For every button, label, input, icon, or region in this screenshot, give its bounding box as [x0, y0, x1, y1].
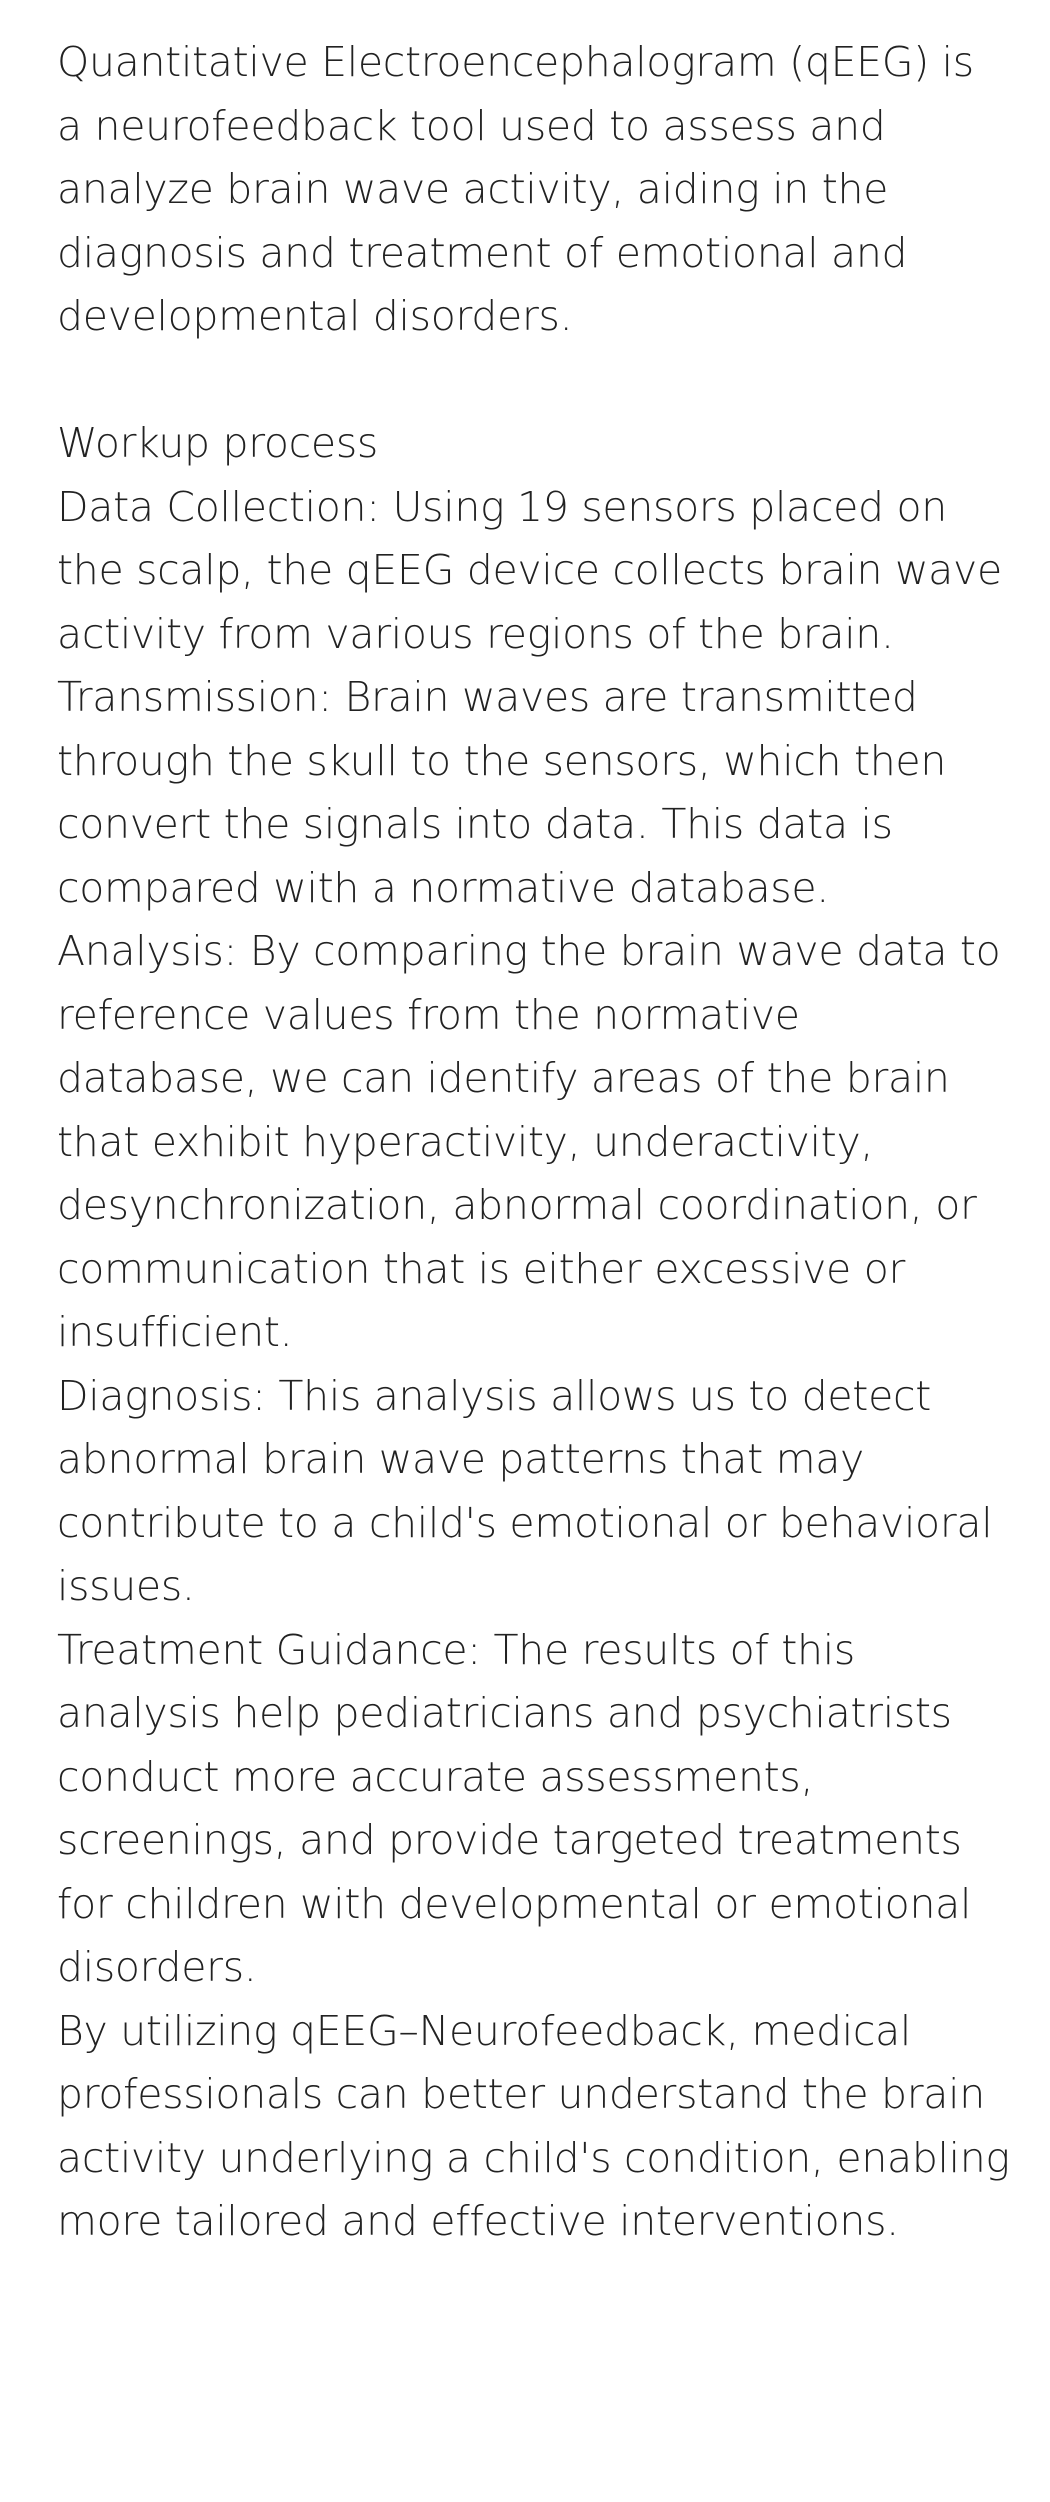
step-analysis: Analysis: By comparing the brain wave data to reference values from the normative database, we can identify areas of the brain that exhibit hyperactivity, underactivity, desynchronization, abnormal coordination, or communication that is either excessive or insufficient. [57, 927, 1001, 1356]
step-transmission: Transmission: Brain waves are transmitted through the skull to the sensors, which then convert the signals into data. This data is compared with a normative database. [57, 673, 947, 912]
conclusion-paragraph: By utilizing qEEG–Neurofeedback, medical professionals can better understand the brain activity underlying a child's condition, enabling more tailored and effective interventions. [57, 2006, 1010, 2245]
intro-paragraph: Quantitative Electroencephalogram (qEEG) is a neurofeedback tool used to assess and analyze brain wave activity, aiding in the diagnosis and treatment of emotional and developmental disorders. [57, 38, 974, 340]
step-diagnosis: Diagnosis: This analysis allows us to detect abnormal brain wave patterns that may contribute to a child's emotional or behavioral issues. [57, 1371, 993, 1610]
workup-heading: Workup process [57, 419, 378, 467]
step-treatment-guidance: Treatment Guidance: The results of this analysis help pediatricians and psychiatrists conduct more accurate assessments, screenings, and provide targeted treatments for children with developmental or emotional disorders. [57, 1625, 972, 1991]
paragraph-spacer [57, 349, 1010, 413]
step-data-collection: Data Collection: Using 19 sensors placed on the scalp, the qEEG device collects brain wave activity from various regions of the brain. [57, 482, 1002, 658]
